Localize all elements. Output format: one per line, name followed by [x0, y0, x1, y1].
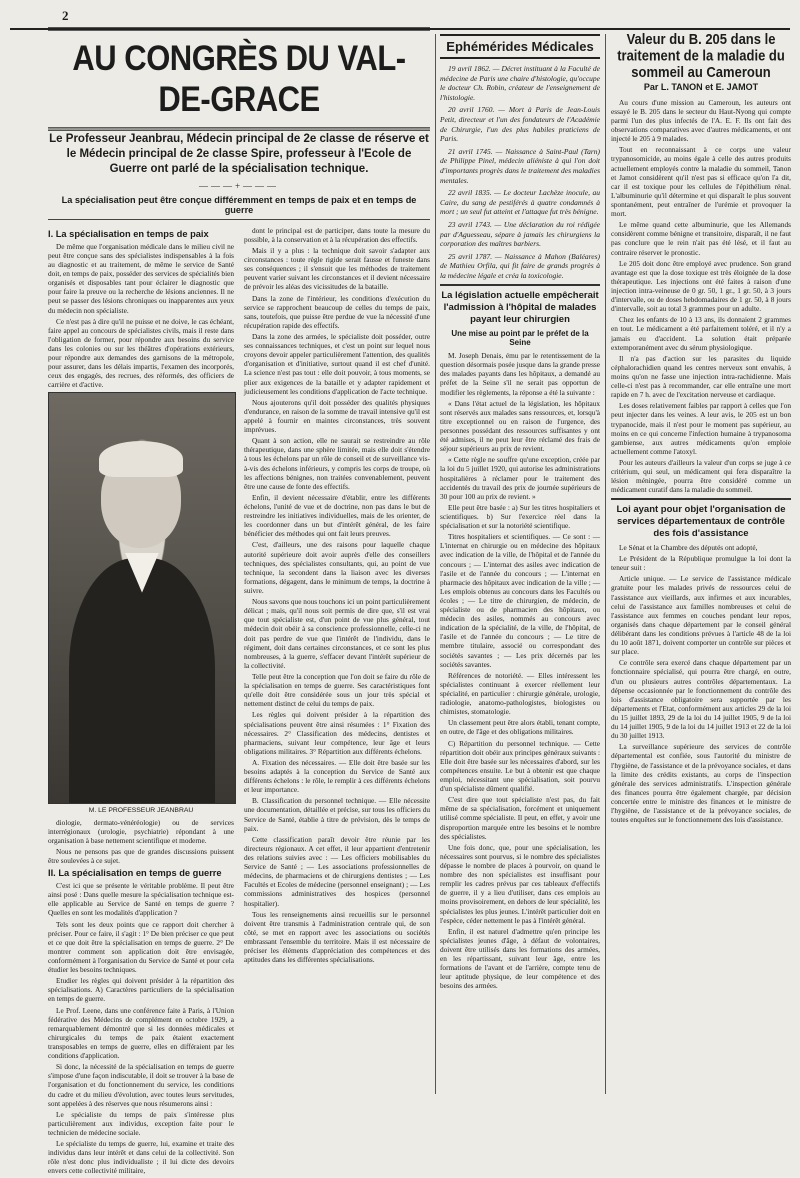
- column-divider: [435, 34, 436, 1094]
- paragraph: Les doses relativement faibles par rapport à celles que l'on peut injecter dans les veines. A leur avis, le 205 est un bon trypanocide, mais il n'est pour le moment pas supérieur, au moins en ce qui concerne l'infection humaine à trypanosoma gambiense, aux autres médicaments qu'on emploie actuellement comme l'atoxyl.: [611, 401, 791, 456]
- ephemeris-entry: 19 avril 1862. — Décret instituant à la Faculté de médecine de Paris une chaire d'histologie, qu'occupe le docteur Ch. Robin, créateur de l'enseignement de l'histologie.: [440, 64, 600, 102]
- article-body: [48, 226, 430, 1178]
- paragraph: Mais il y a plus : la technique doit savoir s'adapter aux circonstances : toute règle rigide serait fausse et funeste dans ses conséquences ; il s'ensuit que les méthodes de traitement peuvent varier suivant les circonstances et il devient nécessaire de prévoir les aléas des vicissitudes de la bataille.: [244, 246, 430, 292]
- paragraph: Nous ne pensons pas que de grandes discussions puissent être soulevées à ce sujet.: [48, 846, 234, 865]
- paragraph: Dans la zone de l'intérieur, les conditions d'exécution du service se rapprochent beaucoup de celles du temps de paix, sans, toutefois, que puisse être perdue de vue la nécessité d'une récupération rapide des effectifs.: [244, 293, 430, 330]
- paragraph: Il n'a pas d'action sur les parasites du liquide céphalorachidien quand les centres nerveux sont envahis, à moins qu'on ne fasse une injection intra-rachidienne. Mais celle-ci n'est pas à recommander, car elle entraîne une mort rapide en 7 h. avec de l'excitation nerveuse et cardiaque.: [611, 353, 791, 400]
- paragraph: Une fois donc, que, pour une spécialisation, les nécessaires sont pourvus, si le nombre des spécialistes dépasse le nombre de places à pourvoir, on quand le nombre des non spécialistes est insuffisant pour remplir les cadres prévus par ces tableaux d'effectifs de guerre, il y a lieu d'utiliser, dans ces emplois au moins provisoirement, en dehors de leur spécialité, les spécialistes les plus jeunes. L'intérêt particulier doit en l'espèce, céder nettement le pas à l'intérêt général.: [440, 842, 600, 925]
- paragraph: Au cours d'une mission au Cameroun, les auteurs ont essayé le B. 205 dans le secteur du Haut-Nyong qui compte parmi l'un des plus infectés de l'A. E. F. Ils ont fait des observations comparatives avec d'autres médicaments, et ont injecté le 205 à 9 malades.: [611, 97, 791, 144]
- legislation-subhead: Une mise au point par le préfet de la Seine: [451, 329, 589, 348]
- paragraph: Nous ajouterons qu'il doit posséder des qualités physiques d'endurance, en raison de la somme de travail intensive qu'il est appelé à fournir en maintes circonstances, très souvent imprévues.: [244, 397, 430, 435]
- paragraph: Article unique. — Le service de l'assistance médicale gratuite pour les malades privés de ressources celui de l'assistance aux vieillards, aux infirmes et aux incurables, celui de l'assistance aux familles nombreuses et celui de l'assistance aux femmes en couches pendant leur repos, organisés dans chaque département par le conseil général délibérant dans les conditions prévues à l'article 48 de la loi du 10 août 1871, doivent comporter un contrôle sur pièces et sur place.: [611, 574, 791, 657]
- paragraph: De même que l'organisation médicale dans le milieu civil ne peut être conçue sans des spécialistes indispensables à la fois au diagnostic et au traitement, de même le service de Santé doit, en temps de paix, posséder des services de spécialités bien organisés et disposables tant pour éclairer le diagnostic que pour faire la preuve ou la recherche de lésions anciennes. Il ne peut se passer des lésions chroniques ou inapparentes aux yeux du médecin non spécialiste.: [48, 241, 234, 315]
- page-number: 2: [62, 8, 69, 23]
- paragraph: C'est dire que tout spécialiste n'est pas, du fait même de sa spécialisation, forcément et uniquement utilisé comme spécialiste. Il peut, en effet, y avoir une disproportion marquée entre les besoins et le nombre des spécialistes.: [440, 795, 600, 841]
- paragraph: Elle peut être basée : a) Sur les titres hospitaliers et scientifiques. b) Sur l'exercice réel dans la spécialisation et sur la notoriété scientifique.: [440, 502, 600, 531]
- paragraph: Chez les enfants de 10 à 13 ans, ils donnaient 2 grammes en tout. Le médicament a été parfaitement toléré, et il n'y a jamais eu d'accident. La solution était préparée extemporanément avec du sérum physiologique.: [611, 315, 791, 352]
- paragraph: Dans la zone des armées, le spécialiste doit posséder, outre ses connaissances techniques, et c'est un point sur lequel nous croyons devoir appeler particulièrement l'attention, des qualités d'organisation et d'initiative, surtout quand il est chef d'unité. La science n'est pas tout : elle doit pouvoir, à tous moments, se plier aux exigences de la bataille et y adapter rapidement et judicieusement les conditions d'application de l'acte technique.: [244, 332, 430, 396]
- paragraph: Ce n'est pas à dire qu'il ne puisse et ne doive, le cas échéant, faire appel au concours de spécialistes civils, mais il reste dans l'obligation de former, pour répondre aux besoins du service dans les colonies ou sur les théâtres d'opérations extérieurs, pour répondre aux demandes des garnisons de la métropole, pour assurer, dans les délais impartis, l'examen des incorporés, ceux des engagés, des recrues, des réformés, des officiers de carrière et d'active.: [48, 316, 234, 390]
- paragraph: Titres hospitaliers et scientifiques. — Ce sont : — L'internat en chirurgie ou en médecine des hôpitaux avec indication de la ville, de l'hôpital et de l'année du concours ; — L'internat des asiles avec indication de l'asile et de l'année du concours ; — L'internat en pharmacie des hôpitaux avec indication de la ville ; — Les emplois obtenus au concours dans les Facultés ou écoles ; — Le titre de chirurgien, de médecin, de spécialiste ou de pharmacien des hôpitaux, ou médecin des asiles, nommés au concours avec indication de la spécialité, de la ville, de l'hôpital, de l'asile et de l'année du concours ; — Le titre de membre titulaire, associé ou correspondant des sociétés savantes ; — Les prix décernés par les sociétés savantes.: [440, 532, 600, 669]
- paragraph: dont le principal est de participer, dans toute la mesure du possible, à la conservation et à la récupération des effectifs.: [244, 225, 430, 244]
- column-divider: [605, 34, 606, 1094]
- paragraph: Ce contrôle sera exercé dans chaque département par un fonctionnaire spécialisé, qui pourra être chargé, en outre, d'un ou plusieurs autres contrôles départementaux. La dépense occasionnée par le fonctionnement du contrôle des lois d'assistance obligatoire sera supportée par les départements et l'Etat, conformément aux articles 29 de la loi du 15 juillet 1893, 29 de la loi du 14 juillet 1905, 9 de la loi du 14 juillet 1905, 9 de la loi du 14 juillet 1913 et 22 de la loi du 30 juillet 1913.: [611, 658, 791, 741]
- portrait-photo: [48, 392, 236, 804]
- paragraph: Pour les auteurs d'ailleurs la valeur d'un corps se juge à ce critérium, qui seul, un médicament qui fera disparaître la lésion méningée, pourra être considéré comme un médicament curatif dans la maladie du sommeil.: [611, 457, 791, 495]
- paragraph: Le Président de la République promulgue la loi dont la teneur suit :: [611, 554, 791, 573]
- paragraph: Etudier les règles qui doivent présider à la répartition des spécialisations. A) Caractères particuliers de la spécialisation en temps de guerre.: [48, 976, 234, 1004]
- photo-caption: M. LE PROFESSEUR JEANBRAU: [88, 806, 194, 814]
- article-subhead: Le Professeur Jeanbrau, Médecin principal de 2e classe de réserve et le Médecin principal de 2e classe Spire, professeur à l'Ecole de Guerre ont parlé de la spécialisation technique.: [49, 133, 429, 175]
- b205-article: [611, 30, 791, 1094]
- paragraph: Quant à son action, elle ne saurait se restreindre au rôle thérapeutique, dans une sphère limitée, mais elle doit s'étendre à tous les échelons par un rôle de conseil et de surveillance vis-à-vis des échelons inférieurs, y compris les corps de troupe, où les affections bénignes, non traitées convenablement, peuvent être une cause de fonte des effectifs.: [244, 436, 430, 491]
- paragraph: La surveillance supérieure des services de contrôle départemental est confiée, sous l'autorité du ministre de l'hygiène, de l'assistance et de la prévoyance sociales, et dans la limite des crédits existants, au corps de l'inspection générale des services administratifs. L'inspection générale des finances pourra être également chargée, par décision concertée entre le ministre des finances et le ministre de l'hygiène, de l'assistance et de la prévoyance sociales, de toutes enquêtes sur le fonctionnement des lois d'assistance.: [611, 742, 791, 825]
- paragraph: Références de notoriété. — Elles intéressent les spécialistes continuant à exercer réellement leur spécialité, en particulier : chirurgie générale, urologie, radiologie, anatomo-pathologistes, biologistes ou chimistes, stomatologie.: [440, 670, 600, 717]
- paragraph: diologie, dermato-vénéréologie) ou de services interrégionaux (urologie, psychiatrie) répondant à une organisation à base nettement scientifique et moderne.: [48, 817, 234, 845]
- paragraph: « Cette règle ne souffre qu'une exception, créée par la loi du 5 juillet 1920, qui autorise les administrations hospitalières à réclamer pour le traitement des accidentés du travail des prix de journée supérieurs de 30 pour 100 au prix de revient. »: [440, 455, 600, 501]
- ornament-divider: ———+———: [198, 180, 280, 191]
- ephemeris-entry: 21 avril 1745. — Naissance à Saint-Paul (Tarn) de Philippe Pinel, médecin aliéniste à qui l'on doit d'importants progrès dans le traitement des maladies mentales.: [440, 146, 600, 185]
- paragraph: Le 205 doit donc être employé avec prudence. Son grand avantage est que la dose toxique est très éloignée de la dose thérapeutique. Les injections ont été faites à raison d'une injection intra-veineuse de 0 gr. 50, 1 gr., 1 gr. 50, à 3 jours d'intervalle, ou de doses hebdomadaires de 1 gr. 50, à 8 jours d'intervalle, soit au total 3 grammes pour un adulte.: [611, 258, 791, 314]
- paragraph: Tous les renseignements ainsi recueillis sur le personnel doivent être transmis à l'administration centrale qui, de son côté, se met en rapport avec les associations ou sociétés embrassant l'ensemble du territoire. Mais il est nécessaire de préciser les éléments d'appréciation des compétences et des aptitudes dans les différentes spécialisations.: [244, 909, 430, 965]
- ephemeris-entry: 20 avril 1760. — Mort à Paris de Jean-Louis Petit, directeur et l'un des fondateurs de l'Académie de Chirurgie, l'un des plus habiles praticiens de Paris.: [440, 105, 600, 144]
- ephemerides-column: [440, 34, 600, 1094]
- assistance-law-headline: Loi ayant pour objet l'organisation de services départementaux de contrôle des fois d'assistance: [611, 498, 791, 540]
- paragraph: C) Répartition du personnel technique. — Cette répartition doit obéir aux principes généraux suivants : Elle doit être basée sur les nécessaires d'abord, sur les compétences ensuite. Le but à obtenir est que chaque emploi, nécessitant une spécialisation, soit pourvu d'un spécialiste dûment qualifié.: [440, 738, 600, 794]
- article-lede: La spécialisation peut être conçue différemment en temps de paix et en temps de guerre: [48, 195, 430, 220]
- ephemeris-entry: 22 avril 1835. — Le docteur Lachèze inocule, au Caire, du sang de pestiférés à quatre condamnés à mort ; un seul fut atteint et l'attaque fut très bénigne.: [440, 188, 600, 217]
- paragraph: Nous savons que nous touchons ici un point particulièrement délicat ; mais, qu'il nous soit permis de dire que, s'il est vrai que tout spécialiste est, d'un point de vue plus général, tout médecin doit obéir à sa conscience professionnelle, celle-ci ne doit pas perdre de vue que l'intérêt de l'individu, dans le régiment, doit dans certaines circonstances, et ce sont les plus nombreuses, à la guerre, s'effacer devant l'intérêt supérieur de la collectivité.: [244, 597, 430, 670]
- congress-article: [48, 34, 430, 1176]
- paragraph: Telle peut être la conception que l'on doit se faire du rôle de la spécialisation en temps de guerre. Ses caractéristiques font qu'elle doit être considérée sous un jour très spécial et nettement distinct de celui du temps de paix.: [244, 671, 430, 709]
- ephemeris-entry: 25 avril 1787. — Naissance à Mahon (Baléares) de Mathieu Orfila, qui fit faire de grands progrès à la médecine légale et créa la toxicologie.: [440, 251, 600, 280]
- section-heading: II. La spécialisation en temps de guerre: [48, 868, 222, 879]
- legislation-headline: La législation actuelle empêcherait l'admission à l'hôpital de malades payant leur chirurgien: [440, 284, 600, 326]
- paragraph: Le spécialiste du temps de guerre, lui, examine et traite des individus dans leur intérêt et dans celui de la collectivité. Son rôle n'est donc plus individualiste ; il lui dicte des devoirs envers cette collectivité militaire,: [48, 1139, 234, 1176]
- paragraph: Tout en reconnaissant à ce corps une valeur trypanosomicide, au moins égale à celle des autres produits actuellement employés contre la maladie du sommeil, Tanon et Jamot considèrent qu'il n'est pas si efficace qu'on l'a dit, car il est toxique pour les cellules de l'épithélium rénal. L'albuminurie qu'il détermine et qui disparaît le plus souvent spontanément, peut entraîner de l'urémie et provoquer la mort.: [611, 145, 791, 219]
- b205-headline: Valeur du B. 205 dans le traitement de la maladie du sommeil au Cameroun: [617, 30, 785, 81]
- paragraph: C'est, d'ailleurs, une des raisons pour laquelle chaque autorité supérieure doit avoir auprès d'elle des conseillers techniques, des spécialistes consultants, qui, au point de vue technique, la secondent dans la liaison avec les diverses formations, dégagent, dans le minimum de temps, la doctrine à suivre.: [244, 540, 430, 595]
- paragraph: Cette classification paraît devoir être réunie par les directeurs régionaux. A cet effet, il leur appartient d'entretenir des relations suivies avec : — Les officiers mobilisables du Service de Santé ; — Les associations professionnelles de médecins, de pharmaciens et de chirurgiens dentistes ; — Les Facultés et Ecoles de médecine (personnel enseignant) ; — Les commissions administratives des hospices (personnel hospitalier).: [244, 834, 430, 908]
- article-authors: Par L. TANON et E. JAMOT: [643, 81, 759, 92]
- paragraph: Un classement peut être alors établi, tenant compte, en outre, de l'âge et des obligations militaires.: [440, 718, 600, 737]
- paragraph: B. Classification du personnel technique. — Elle nécessite une documentation, détaillée et précise, sur tous les officiers du Service de Santé, établie à titre de prévision, dès le temps de paix.: [244, 796, 430, 833]
- paragraph: A. Fixation des nécessaires. — Elle doit être basée sur les besoins adaptés à la conception du Service de Santé aux différents échelons : le rôle, le remplir à ces différents échelons et leur importance.: [244, 757, 430, 795]
- paragraph: Le Sénat et la Chambre des députés ont adopté,: [619, 543, 758, 553]
- ephemerides-heading: Ephémérides Médicales: [440, 34, 600, 59]
- ephemeris-entry: 23 avril 1743. — Une déclaration du roi rédigée par d'Aguesseau, sépare à jamais les chirurgiens la corporation des maîtres barbiers.: [440, 219, 600, 249]
- paragraph: Tels sont les deux points que ce rapport doit chercher à préciser. Pour ce faire, il s'agit : 1° De bien préciser ce que peut et ce que doit être la spécialisation en temps de guerre. 2° De montrer comment son application doit être envisagée, conformément à l'organisation du Service de Santé et pour cela étudier les besoins techniques.: [48, 919, 234, 975]
- paragraph: Le spécialiste du temps de paix s'intéresse plus particulièrement aux individus, exception faite pour le technicien de médecine sociale.: [48, 1109, 234, 1137]
- article-subcolumn-left: [48, 226, 234, 1178]
- paragraph: M. Joseph Denais, ému par le retentissement de la question désormais posée jusque dans la grande presse des malades payants dans les hôpitaux, a demandé au préfet de la Seine s'il ne serait pas opportun de modifier les règlements, la réponse a été la suivante :: [440, 351, 600, 397]
- article-headline: AU CONGRÈS DU VAL-DE-GRACE: [48, 27, 430, 131]
- paragraph: Le même quand cette albuminurie, que les Allemands considèrent comme bénigne et transitoire, disparaît, il ne faut pas conclure que le rein n'ait pas été lésé, et il faut au contraire réserver le pronostic.: [611, 220, 791, 257]
- article-subcolumn-right: [244, 226, 430, 1178]
- section-heading: I. La spécialisation en temps de paix: [48, 228, 209, 239]
- paragraph: Enfin, il est naturel d'admettre qu'en principe les spécialistes jeunes d'âge, à défaut de volontaires, doivent être utilisés dans les formations des armées, en les répartissant, suivant leur âge, entre les formations de l'avant et de l'arrière, compte tenu de leur aptitude physique, de leur compétence et des besoins des armées.: [440, 926, 600, 991]
- paragraph: Le Prof. Leene, dans une conférence faite à Paris, à l'Union fédérative des Médecins de complément en octobre 1929, a remarquablement démontré que si les données médicales et chirurgicales du temps de paix étaient exactement transposables en temps de guerre, elles en différaient par les conditions d'application.: [48, 1005, 234, 1061]
- paragraph: « Dans l'état actuel de la législation, les hôpitaux sont réservés aux malades sans ressources, et, lorsqu'à titre exceptionnel ou en raison de l'urgence, des personnes possédant des ressources suffisantes y ont été admises, il ne peut leur être réclamé des frais de séjour supérieurs au prix de revient.: [440, 398, 600, 454]
- paragraph: Les règles qui doivent présider à la répartition des spécialisations peuvent être ainsi résumées : 1° Fixation des nécessaires. 2° Classification des médecins, dentistes et pharmaciens, suivant leur compétence, leur âge et leurs obligations militaires. 3° Répartition aux différents échelons.: [244, 710, 430, 756]
- paragraph: Enfin, il devient nécessaire d'établir, entre les différents échelons, l'unité de vue et de doctrine, non pas dans le but de restreindre les initiatives individuelles, mais de les orienter, de les coordonner dans un but d'intérêt général, de les faire bénéficier des méthodes qui ont fait leurs preuves.: [244, 492, 430, 539]
- paragraph: Si donc, la nécessité de la spécialisation en temps de guerre s'impose d'une façon indiscutable, il doit se trouver à la base de l'organisation et du fonctionnement du service, les conditions du cadre et du milieu d'évolution, avec toutes leurs servitudes, sont appelées à des réserves que nous résumerons ainsi :: [48, 1062, 234, 1108]
- paragraph: C'est ici que se présente le véritable problème. Il peut être ainsi posé : Dans quelle mesure la spécialisation technique est-elle applicable au Service de Santé en temps de guerre ? Quelles en sont les modalités d'application ?: [48, 881, 234, 918]
